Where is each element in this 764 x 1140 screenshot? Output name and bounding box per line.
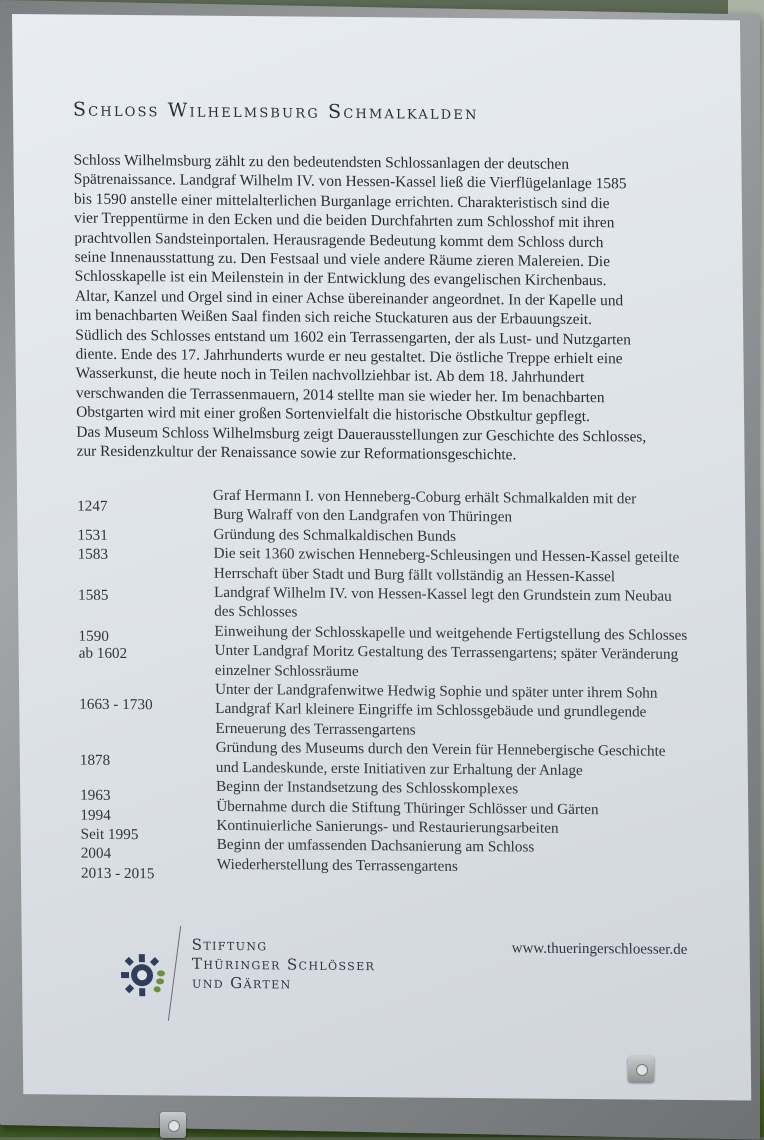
intro-line: vier Treppentürme in den Ecken und die beiden Durchfahrten zum Schlosshof mit ihren <box>74 209 615 232</box>
intro-line: diente. Ende des 17. Jahrhunderts wurde er neu gestaltet. Die östliche Treppe erhielt eine <box>75 345 623 368</box>
timeline-year: 2013 - 2015 <box>80 864 155 883</box>
timeline-text: des Schlosses <box>214 603 298 621</box>
timeline-year: 2004 <box>80 844 112 863</box>
timeline-text: Gründung des Schmalkaldischen Bunds <box>213 525 457 545</box>
intro-line: Spätrenaissance. Landgraf Wilhelm IV. von Hessen-Kassel ließ die Vierflügelanlage 1585 <box>73 170 627 193</box>
timeline-text: Unter der Landgrafenwitwe Hedwig Sophie und später unter ihrem Sohn <box>214 680 658 702</box>
timeline-year: 1247 <box>77 497 108 515</box>
intro-line: Südlich des Schlosses entstand um 1602 ein Terrassengarten, der als Lust- und Nutzgarten <box>75 326 631 349</box>
timeline-year: 1583 <box>77 545 109 564</box>
timeline-text: Gründung des Museums durch den Verein für Hennebergische Geschichte <box>215 739 666 761</box>
intro-line: Altar, Kanzel und Orgel sind in einer Achse übereinander angeordnet. In der Kapelle und <box>74 287 624 310</box>
timeline-text: Wiederherstellung des Terrassengartens <box>216 855 458 875</box>
timeline-entry <box>77 485 717 529</box>
mounting-bolt-icon <box>160 1112 186 1138</box>
timeline-year: 1963 <box>80 786 111 804</box>
timeline-text: Landgraf Wilhelm IV. von Hessen-Kassel legt den Grundstein zum Neubau <box>213 583 672 605</box>
timeline-year: Seit 1995 <box>80 825 139 844</box>
timeline-year: 1531 <box>77 526 108 544</box>
intro-line: seine Innenausstattung zu. Den Festsaal und viele andere Räume zieren Malereien. Die <box>74 248 611 271</box>
timeline-entry <box>79 679 720 743</box>
timeline-text: einzelner Schlossräume <box>214 661 359 680</box>
intro-line: zur Residenzkultur der Renaissance sowie zur Reformationsgeschichte. <box>76 442 517 464</box>
timeline-entry <box>78 543 718 587</box>
timeline-text: Erneuerung des Terrassengartens <box>215 719 416 739</box>
intro-paragraph <box>73 151 676 467</box>
timeline-text: Beginn der Instandsetzung des Schlosskomplexes <box>215 777 519 798</box>
timeline-text: Landgraf Karl kleinere Eingriffe im Schlossgebäude und grundlegende <box>215 700 647 722</box>
timeline-entry <box>79 640 719 684</box>
intro-line: prachtvollen Sandsteinportalen. Herausragende Bedeutung kommt dem Schloss durch <box>74 229 604 251</box>
intro-line: Schloss Wilhelmsburg zählt zu den bedeutendsten Schlossanlagen der deutschen <box>73 151 570 173</box>
foundation-line: Stiftung <box>191 935 268 955</box>
timeline-text: Herrschaft über Stadt und Burg fällt vollständig an Hessen-Kassel <box>213 564 616 585</box>
timeline-text: Graf Hermann I. von Henneberg-Coburg erhält Schmalkalden mit der <box>212 486 637 508</box>
intro-line: Schlosskapelle ist ein Meilenstein in der Entwicklung des evangelischen Kirchenbaus. <box>74 267 607 290</box>
foundation-line: Thüringer Schlösser <box>191 954 376 975</box>
timeline-text: Unter Landgraf Moritz Gestaltung des Terrassengartens; später Veränderung <box>214 642 679 664</box>
intro-line: Obstgarten wird mit einer großen Sortenvielfalt die historische Obstkultur gepflegt. <box>76 403 590 426</box>
intro-line: Das Museum Schloss Wilhelmsburg zeigt Dauerausstellungen zur Geschichte des Schlosses, <box>76 423 647 446</box>
intro-line: Wasserkunst, die heute noch in Teilen nachvollziehbar ist. Ab dem 18. Jahrhundert <box>75 365 585 387</box>
timeline-text: Beginn der umfassenden Dachsanierung am Schloss <box>216 836 535 856</box>
intro-line: im benachbarten Weißen Saal finden sich reiche Stuckaturen aus der Erbauungszeit. <box>75 306 593 329</box>
timeline-entry <box>80 737 720 781</box>
sign-panel <box>12 14 751 1101</box>
sun-gear-logo-icon <box>114 945 175 1006</box>
timeline-text: Die seit 1360 zwischen Henneberg-Schleusingen und Hessen-Kassel geteilte <box>213 545 680 567</box>
timeline-year: 1994 <box>80 806 111 824</box>
foundation-name <box>192 936 376 995</box>
timeline-year: 1585 <box>77 586 109 604</box>
intro-line: bis 1590 anstelle einer mittelalterlichen Burganlage errichten. Charakteristisch sind die <box>73 190 610 213</box>
foundation-line: und Gärten <box>192 973 292 993</box>
timeline-year: 1663 - 1730 <box>79 695 153 714</box>
timeline-text: Burg Walraff von den Landgrafen von Thüringen <box>213 506 513 526</box>
website-url: www.thueringerschloesser.de <box>511 940 688 958</box>
timeline-year: 1590 <box>78 627 109 645</box>
timeline-text: Einweihung der Schlosskapelle und weitgehende Fertigstellung des Schlosses <box>214 622 688 644</box>
timeline-year: 1878 <box>79 751 111 770</box>
timeline-text: Kontinuierliche Sanierungs- und Restaurierungsarbeiten <box>216 816 559 837</box>
timeline-year: ab 1602 <box>78 644 128 663</box>
timeline <box>77 485 721 883</box>
timeline-text: und Landeskunde, erste Initiativen zur Erhaltung der Anlage <box>215 758 583 779</box>
sign-footer <box>62 924 713 1050</box>
intro-line: verschwanden die Terrassenmauern, 2014 stellte man sie wieder her. Im benachbarten <box>75 384 605 407</box>
mounting-bolt-icon <box>628 1056 654 1082</box>
sign-title: Schloss Wilhelmsburg Schmalkalden <box>72 98 479 125</box>
timeline-entry <box>78 582 718 626</box>
timeline-text: Übernahme durch die Stiftung Thüringer Schlösser und Gärten <box>216 797 599 818</box>
